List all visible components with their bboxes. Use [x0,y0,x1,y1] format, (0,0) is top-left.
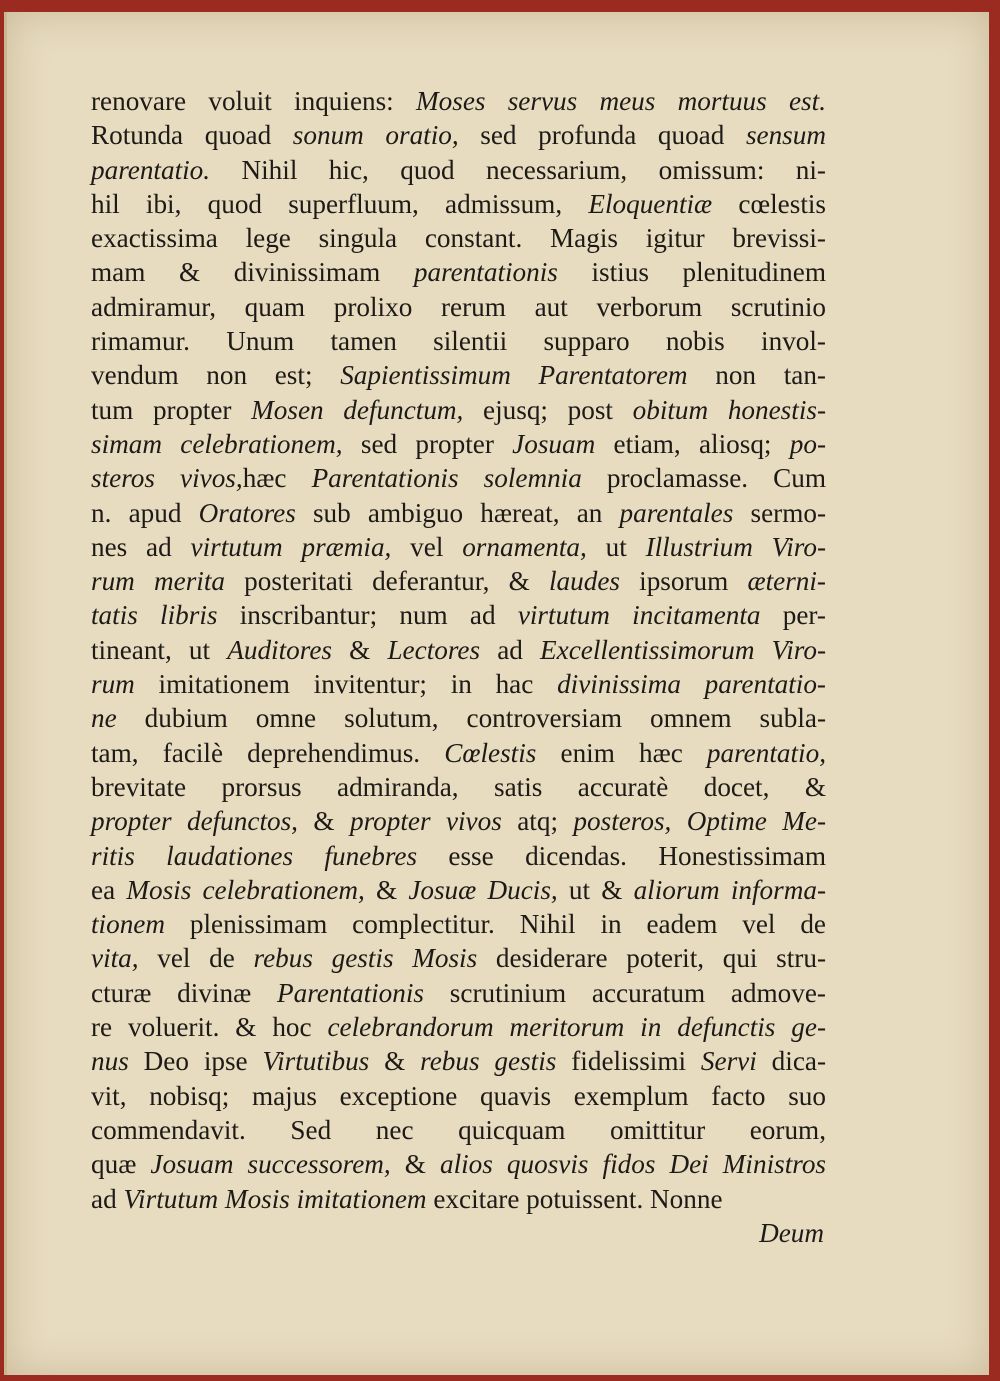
text-run: & [390,1149,440,1180]
text-run: ad [480,634,541,665]
text-run: Rotunda quoad [91,120,293,151]
text-line [91,564,826,598]
text-line [91,633,826,667]
text-run: excitare potuissent. Nonne [426,1183,723,1214]
text-run [218,1184,225,1214]
italic-run: tatis libris [91,600,218,631]
text-run: & [364,874,409,905]
text-run: hil ibi, quod superfluum, admissum, [91,188,589,219]
italic-run: aliorum informa- [633,874,827,905]
text-line [91,358,826,392]
text-run: posteritati deferantur, & [224,566,549,597]
text-run: per- [760,600,826,631]
italic-run: parentationis [413,257,558,288]
italic-run: Cœlestis [444,737,537,768]
text-run: atq; [501,806,574,837]
text-run: admiramur, quam prolixo rerum aut verborum scrutinio [91,291,826,322]
text-run: sermo- [733,497,827,528]
text-line [91,839,826,873]
body-text [91,84,826,1250]
italic-run: tionem [91,909,165,940]
italic-run: Servi [700,1046,757,1077]
italic-run: obitum honestis- [632,394,827,425]
italic-run: Mosis imitationem [224,1183,427,1214]
italic-run: virtutum incitamenta [517,600,761,631]
text-line [91,153,826,187]
text-run: exactissima lege singula constant. Magis igitur brevissi- [91,223,826,254]
italic-run: Mosis celebrationem, [126,874,365,905]
italic-run: sonum oratio, [292,120,459,151]
italic-run: parentatio, [706,737,826,768]
text-run: esse dicendas. Honestissimam [417,840,826,871]
text-line [91,1147,826,1181]
text-run: re voluerit. & hoc [91,1012,328,1043]
italic-run: Moses servus meus mortuus est. [416,86,826,116]
text-run: & [369,1046,421,1077]
italic-run: Parentationis solemnia [311,463,582,494]
text-run: & [297,806,350,837]
text-run: & [331,634,388,665]
text-line [91,84,826,118]
text-run: fidelissimi [556,1046,701,1077]
text-line [91,701,826,735]
text-line [91,770,826,804]
italic-run: Eloquentiæ [588,188,713,219]
italic-run: Lectores [387,634,481,665]
text-run: tum propter [91,394,252,425]
italic-run: Excellentissimorum Viro- [540,634,826,665]
text-run: desiderare poterit, qui stru- [477,943,826,974]
text-run: inscribantur; num ad [217,600,518,631]
text-run: mam & divinissimam [91,257,414,288]
italic-run: æterni- [747,566,826,597]
italic-run: Mosen defunctum, [251,394,464,425]
italic-run: divinissima parentatio- [557,669,826,700]
text-line [91,496,826,530]
text-run: cturæ divinæ [91,977,277,1008]
text-line [91,1079,826,1113]
text-run: Deo ipse [128,1046,263,1077]
text-run: proclamasse. Cum [581,463,827,494]
text-run: sed profunda quoad [458,120,746,151]
catchword: Deum [759,1217,824,1248]
text-run: ut & [557,874,634,905]
text-run: Nihil hic, quod necessarium, omissum: ni- [210,154,826,185]
text-line [91,976,826,1010]
text-run: renovare voluit inquiens: [91,86,416,116]
text-run: brevitate prorsus admiranda, satis accuratè docet, & [91,771,826,802]
text-line [91,221,826,255]
italic-run: po- [789,428,826,459]
italic-run: celebrandorum meritorum in defunctis ge- [327,1012,826,1043]
book-page [4,12,989,1375]
text-line [91,598,826,632]
text-run: scrutinium accuratum admove- [424,977,826,1008]
text-run: ad [91,1183,124,1214]
italic-run: steros vivos, [91,463,243,494]
text-line [91,393,826,427]
text-run: etiam, aliosq; [595,428,790,459]
italic-run: Parentationis [277,977,425,1008]
text-run: quæ [91,1149,151,1180]
italic-run: ritis laudationes funebres [91,840,418,871]
text-run: sed propter [342,428,513,459]
text-run: dubium omne solutum, controversiam omnem subla- [116,703,826,734]
text-run: imitationem invitentur; in hac [134,669,558,700]
italic-run: Oratores [198,497,296,528]
italic-run: rum [91,669,135,700]
text-run: dica- [756,1046,827,1077]
text-run: cœlestis [712,188,827,219]
text-line [91,255,826,289]
text-line [91,461,826,495]
text-line [91,667,826,701]
italic-run: Sapientissimum Parentatorem [340,360,688,391]
text-line [91,1010,826,1044]
text-line [91,907,826,941]
text-run: non tan- [687,360,826,391]
italic-run: Virtutibus [262,1046,370,1077]
italic-run: Auditores [227,634,332,665]
italic-run: propter vivos [349,806,502,837]
text-line [91,804,826,838]
text-line [91,118,826,152]
text-line [91,736,826,770]
text-line [91,1182,826,1216]
text-run: ejusq; post [463,394,633,425]
italic-run: Josuæ Ducis, [408,874,558,905]
italic-run: nus [91,1046,129,1077]
text-run: plenissimam complectitur. Nihil in eadem vel de [165,909,826,940]
text-run: enim hæc [536,737,707,768]
italic-run: simam celebrationem, [91,428,343,459]
text-run: vel de [138,943,254,974]
text-run: ea [91,874,127,905]
italic-run: Josuam [512,428,596,459]
italic-run: laudes [548,566,620,597]
italic-run: Josuam successorem, [150,1149,391,1180]
text-run: vel [391,531,463,562]
text-run: tam, facilè deprehendimus. [91,737,445,768]
text-run: sub ambiguo hæreat, an [295,497,620,528]
italic-run: rebus gestis [420,1046,557,1077]
italic-run: parentales [619,497,734,528]
text-line [91,941,826,975]
text-line [91,1113,826,1147]
text-run: commendavit. Sed nec quicquam omittitur eorum, [91,1114,826,1145]
italic-run: Illustrium Viro- [645,531,826,562]
italic-run: propter defunctos, [91,806,298,837]
italic-run: sensum [745,120,826,151]
text-run: vit, nobisq; majus exceptione quavis exemplum facto suo [91,1080,826,1111]
text-line [91,187,826,221]
italic-run: ornamenta, [462,531,587,562]
text-run: rimamur. Unum tamen silentii supparo nobis invol- [91,326,826,357]
italic-run: posteros, Optime Me- [573,806,826,837]
text-line [91,1044,826,1078]
italic-run: Virtutum [123,1183,219,1214]
italic-run: vita, [91,943,139,974]
italic-run: alios quosvis fidos Dei Ministros [439,1149,827,1180]
text-line [91,427,826,461]
text-line [91,290,826,324]
italic-run: rebus gestis Mosis [253,943,478,974]
text-line [91,873,826,907]
text-run: hæc [242,463,312,494]
text-run: n. apud [91,497,199,528]
text-run: nes ad [91,531,191,562]
text-run: vendum non est; [91,360,341,391]
italic-run: virtutum præmia, [190,531,392,562]
text-run: istius plenitudinem [557,257,826,288]
text-line [91,324,826,358]
italic-run: ne [91,703,117,734]
text-run: ipsorum [619,566,748,597]
text-line [91,530,826,564]
text-run: ut [586,531,646,562]
text-run: tineant, ut [91,634,228,665]
italic-run: rum merita [91,566,225,597]
italic-run: parentatio. [91,154,211,185]
